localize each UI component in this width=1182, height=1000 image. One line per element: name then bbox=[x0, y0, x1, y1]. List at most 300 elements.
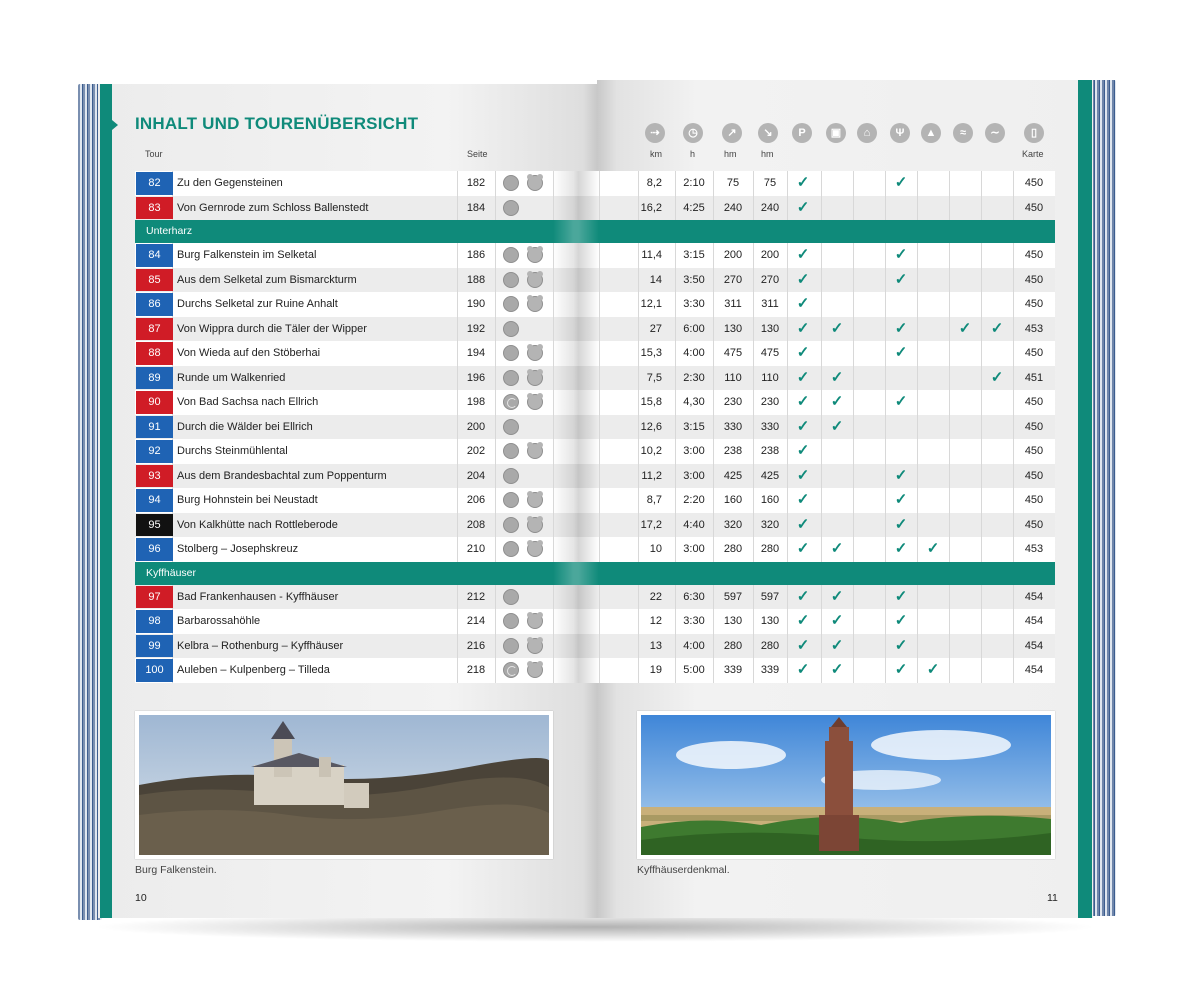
column-divider bbox=[917, 196, 918, 221]
column-divider bbox=[949, 585, 950, 610]
tour-number: 83 bbox=[136, 197, 173, 220]
column-divider bbox=[599, 268, 600, 293]
column-divider bbox=[981, 415, 982, 440]
kids-bear-icon bbox=[527, 296, 543, 312]
distance-km: 12,6 bbox=[640, 420, 662, 433]
column-divider bbox=[599, 415, 600, 440]
column-divider bbox=[981, 488, 982, 513]
check-icon: ✓ bbox=[796, 491, 810, 508]
column-divider bbox=[821, 341, 822, 366]
check-icon: ✓ bbox=[796, 246, 810, 263]
check-icon: ✓ bbox=[796, 270, 810, 288]
column-divider bbox=[981, 390, 982, 415]
difficulty-icon bbox=[503, 200, 519, 216]
kids-bear-icon bbox=[527, 517, 543, 533]
check-icon: ✓ bbox=[830, 661, 844, 678]
column-divider bbox=[495, 488, 496, 513]
check-icon: ✓ bbox=[796, 417, 810, 435]
tour-name: Kelbra – Rothenburg – Kyffhäuser bbox=[177, 639, 344, 652]
distance-km: 7,5 bbox=[646, 371, 662, 384]
photo-kyffhaeuserdenkmal bbox=[637, 711, 1055, 859]
descent-hm: 130 bbox=[760, 615, 780, 627]
table-row[interactable] bbox=[135, 658, 1055, 683]
page-ref: 208 bbox=[466, 518, 486, 531]
column-divider bbox=[981, 292, 982, 317]
column-divider bbox=[853, 513, 854, 538]
gutter-shade bbox=[553, 464, 599, 489]
check-icon: ✓ bbox=[796, 612, 810, 629]
column-divider bbox=[949, 634, 950, 659]
distance-km: 27 bbox=[649, 322, 662, 335]
check-icon: ✓ bbox=[894, 515, 908, 533]
column-divider bbox=[917, 488, 918, 513]
descent-hm: 597 bbox=[760, 590, 780, 603]
column-divider bbox=[981, 609, 982, 634]
descent-hm: 240 bbox=[760, 201, 780, 214]
tour-number: 94 bbox=[136, 489, 173, 512]
difficulty-icon bbox=[503, 638, 519, 654]
duration-h: 4:00 bbox=[683, 639, 705, 652]
page-ref: 216 bbox=[466, 639, 486, 652]
tour-name: Durchs Steinmühlental bbox=[177, 445, 288, 457]
tour-number: 85 bbox=[136, 269, 173, 292]
tour-name: Durch die Wälder bei Ellrich bbox=[177, 420, 313, 433]
kids-bear-icon bbox=[527, 443, 543, 459]
kids-bear-icon bbox=[527, 247, 543, 263]
kids-bear-icon bbox=[527, 613, 543, 629]
difficulty-icon bbox=[503, 419, 519, 435]
column-divider bbox=[917, 513, 918, 538]
check-icon: ✓ bbox=[830, 587, 844, 605]
ascent-hm: 240 bbox=[723, 201, 743, 214]
column-divider bbox=[495, 658, 496, 683]
column-divider bbox=[949, 488, 950, 513]
difficulty-icon bbox=[503, 345, 519, 361]
check-icon: ✓ bbox=[796, 368, 810, 386]
column-divider bbox=[853, 341, 854, 366]
column-divider bbox=[853, 243, 854, 268]
column-divider bbox=[599, 292, 600, 317]
column-divider bbox=[853, 609, 854, 634]
column-divider bbox=[949, 341, 950, 366]
gutter-shade bbox=[553, 171, 599, 196]
column-divider bbox=[853, 634, 854, 659]
duration-h: 3:00 bbox=[683, 445, 705, 457]
map-ref: 450 bbox=[1024, 518, 1044, 531]
ascent-hm: 160 bbox=[723, 494, 743, 506]
check-icon: ✓ bbox=[894, 246, 908, 263]
ascent-hm: 238 bbox=[723, 445, 743, 457]
check-icon: ✓ bbox=[894, 612, 908, 629]
table-row[interactable] bbox=[135, 415, 1055, 440]
table-row[interactable] bbox=[135, 171, 1055, 196]
tour-name: Durchs Selketal zur Ruine Anhalt bbox=[177, 298, 338, 310]
tour-name: Zu den Gegensteinen bbox=[177, 177, 283, 189]
check-icon: ✓ bbox=[796, 393, 810, 410]
tour-number: 89 bbox=[136, 367, 173, 390]
gutter-shade bbox=[553, 585, 599, 610]
descent-hm: 280 bbox=[760, 639, 780, 652]
map-ref: 454 bbox=[1024, 590, 1044, 603]
table-row[interactable] bbox=[135, 390, 1055, 415]
column-divider bbox=[821, 292, 822, 317]
difficulty-icon bbox=[503, 370, 519, 386]
column-divider bbox=[981, 513, 982, 538]
section-header bbox=[135, 220, 1055, 243]
column-divider bbox=[981, 196, 982, 221]
column-divider bbox=[495, 243, 496, 268]
check-icon: ✓ bbox=[796, 198, 810, 216]
cable-car-icon: ⌂ bbox=[857, 123, 877, 143]
duration-h: 5:00 bbox=[683, 664, 705, 676]
page-ref: 184 bbox=[466, 201, 486, 214]
table-row[interactable] bbox=[135, 243, 1055, 268]
check-icon: ✓ bbox=[796, 540, 810, 557]
table-row[interactable] bbox=[135, 439, 1055, 464]
ascent-hm: 475 bbox=[723, 347, 743, 359]
column-divider bbox=[495, 464, 496, 489]
duration-h: 4:25 bbox=[683, 201, 705, 214]
tour-name: Von Gernrode zum Schloss Ballenstedt bbox=[177, 201, 369, 214]
check-icon: ✓ bbox=[796, 344, 810, 361]
page-ref: 212 bbox=[466, 590, 486, 603]
kids-bear-icon bbox=[527, 370, 543, 386]
header-hm-down: hm bbox=[761, 149, 774, 159]
page-ref: 218 bbox=[466, 664, 486, 676]
parking-icon: P bbox=[792, 123, 812, 143]
distance-km: 19 bbox=[649, 664, 662, 676]
kids-bear-icon bbox=[527, 345, 543, 361]
tour-name: Burg Hohnstein bei Neustadt bbox=[177, 494, 318, 506]
page-ref: 206 bbox=[466, 494, 486, 506]
header-seite: Seite bbox=[467, 149, 488, 159]
ascent-hm: 320 bbox=[723, 518, 743, 531]
map-ref: 450 bbox=[1024, 494, 1044, 506]
column-divider bbox=[821, 488, 822, 513]
column-divider bbox=[495, 585, 496, 610]
duration-h: 2:20 bbox=[683, 494, 705, 506]
page-ref: 200 bbox=[466, 420, 486, 433]
tour-number: 82 bbox=[136, 172, 173, 195]
check-icon: ✓ bbox=[830, 636, 844, 654]
table-row[interactable] bbox=[135, 634, 1055, 659]
column-divider bbox=[495, 634, 496, 659]
table-row[interactable] bbox=[135, 464, 1055, 489]
column-divider bbox=[949, 390, 950, 415]
tour-number: 84 bbox=[136, 244, 173, 267]
column-divider bbox=[853, 292, 854, 317]
summit-icon: ▲ bbox=[921, 123, 941, 143]
duration-h: 3:15 bbox=[683, 420, 705, 433]
distance-km: 22 bbox=[649, 590, 662, 603]
check-icon: ✓ bbox=[894, 661, 908, 678]
map-ref: 450 bbox=[1024, 201, 1044, 214]
header-km: km bbox=[650, 149, 662, 159]
check-icon: ✓ bbox=[894, 319, 908, 337]
gutter-shade bbox=[553, 658, 599, 683]
column-divider bbox=[599, 366, 600, 391]
gutter-shade bbox=[553, 537, 599, 562]
tour-number: 95 bbox=[136, 514, 173, 537]
column-divider bbox=[949, 366, 950, 391]
map-ref: 454 bbox=[1024, 615, 1044, 627]
check-icon: ✓ bbox=[796, 442, 810, 459]
column-divider bbox=[495, 439, 496, 464]
signpost-icon: ⇢ bbox=[645, 123, 665, 143]
check-icon: ✓ bbox=[894, 270, 908, 288]
column-divider bbox=[949, 268, 950, 293]
column-divider bbox=[495, 292, 496, 317]
gutter-shade bbox=[553, 268, 599, 293]
ascent-hm: 280 bbox=[723, 543, 743, 555]
kids-bear-icon bbox=[527, 638, 543, 654]
difficulty-icon bbox=[503, 272, 519, 288]
column-divider bbox=[495, 415, 496, 440]
column-divider bbox=[599, 196, 600, 221]
distance-km: 17,2 bbox=[640, 518, 662, 531]
gutter-shade bbox=[553, 488, 599, 513]
distance-km: 12,1 bbox=[640, 298, 662, 310]
descent-hm: 110 bbox=[761, 371, 779, 384]
ascent-hm: 75 bbox=[726, 177, 740, 189]
table-row[interactable] bbox=[135, 366, 1055, 391]
difficulty-icon bbox=[503, 175, 519, 191]
tour-number: 100 bbox=[136, 659, 173, 682]
tour-number: 88 bbox=[136, 342, 173, 365]
column-divider bbox=[599, 513, 600, 538]
page-ref: 210 bbox=[466, 543, 486, 555]
column-divider bbox=[885, 292, 886, 317]
column-divider bbox=[599, 317, 600, 342]
tour-name: Von Wippra durch die Täler der Wipper bbox=[177, 322, 367, 335]
table-row[interactable] bbox=[135, 317, 1055, 342]
check-icon: ✓ bbox=[894, 587, 908, 605]
map-ref: 450 bbox=[1024, 420, 1044, 433]
check-icon: ✓ bbox=[830, 393, 844, 410]
column-divider bbox=[981, 585, 982, 610]
gutter-shade bbox=[553, 341, 599, 366]
check-icon: ✓ bbox=[796, 587, 810, 605]
column-divider bbox=[917, 634, 918, 659]
table-row[interactable] bbox=[135, 537, 1055, 562]
table-row[interactable] bbox=[135, 292, 1055, 317]
ascent-icon: ↗ bbox=[722, 123, 742, 143]
column-divider bbox=[917, 439, 918, 464]
column-divider bbox=[949, 415, 950, 440]
map-ref: 450 bbox=[1024, 273, 1044, 286]
column-divider bbox=[853, 658, 854, 683]
duration-h: 3:00 bbox=[683, 543, 705, 555]
check-icon: ✓ bbox=[796, 295, 810, 312]
duration-h: 4:40 bbox=[683, 518, 705, 531]
table-row[interactable] bbox=[135, 609, 1055, 634]
column-divider bbox=[853, 171, 854, 196]
check-icon: ✓ bbox=[796, 319, 810, 337]
column-divider bbox=[981, 341, 982, 366]
column-divider bbox=[917, 415, 918, 440]
ascent-hm: 280 bbox=[723, 639, 743, 652]
column-divider bbox=[949, 464, 950, 489]
column-divider bbox=[599, 171, 600, 196]
page-ref: 198 bbox=[466, 396, 486, 408]
page-ref: 194 bbox=[466, 347, 486, 359]
column-divider bbox=[917, 268, 918, 293]
column-divider bbox=[949, 243, 950, 268]
descent-icon: ↘ bbox=[758, 123, 778, 143]
column-divider bbox=[495, 513, 496, 538]
page-number-left: 10 bbox=[135, 892, 147, 904]
duration-h: 2:10 bbox=[683, 177, 705, 189]
page-ref: 204 bbox=[466, 469, 486, 482]
check-icon: ✓ bbox=[990, 368, 1004, 386]
tour-number: 91 bbox=[136, 416, 173, 439]
table-row[interactable] bbox=[135, 268, 1055, 293]
column-divider bbox=[917, 366, 918, 391]
distance-km: 8,7 bbox=[646, 494, 662, 506]
ascent-hm: 311 bbox=[724, 298, 742, 310]
tour-number: 90 bbox=[136, 391, 173, 414]
column-divider bbox=[495, 390, 496, 415]
column-divider bbox=[949, 513, 950, 538]
distance-km: 13 bbox=[649, 639, 662, 652]
column-divider bbox=[599, 464, 600, 489]
descent-hm: 160 bbox=[760, 494, 780, 506]
descent-hm: 311 bbox=[761, 298, 779, 310]
table-row[interactable] bbox=[135, 513, 1055, 538]
tour-name: Runde um Walkenried bbox=[177, 371, 286, 384]
tour-table bbox=[135, 171, 1055, 683]
gutter-shade bbox=[553, 390, 599, 415]
column-divider bbox=[599, 537, 600, 562]
map-ref: 453 bbox=[1024, 543, 1044, 555]
column-divider bbox=[917, 341, 918, 366]
distance-km: 15,3 bbox=[640, 347, 662, 359]
column-divider bbox=[917, 585, 918, 610]
column-divider bbox=[981, 658, 982, 683]
tour-name: Von Bad Sachsa nach Ellrich bbox=[177, 396, 319, 408]
column-divider bbox=[821, 439, 822, 464]
map-ref: 453 bbox=[1024, 322, 1044, 335]
difficulty-icon bbox=[503, 247, 519, 263]
kids-bear-icon bbox=[527, 662, 543, 678]
check-icon: ✓ bbox=[958, 319, 972, 337]
column-divider bbox=[853, 439, 854, 464]
check-icon: ✓ bbox=[830, 540, 844, 557]
descent-hm: 200 bbox=[760, 249, 780, 261]
tour-number: 86 bbox=[136, 293, 173, 316]
column-divider bbox=[949, 658, 950, 683]
gutter-shade bbox=[553, 415, 599, 440]
column-divider bbox=[949, 171, 950, 196]
descent-hm: 339 bbox=[760, 664, 780, 676]
column-divider bbox=[853, 390, 854, 415]
ascent-hm: 270 bbox=[723, 273, 743, 286]
difficulty-icon bbox=[503, 541, 519, 557]
column-divider bbox=[495, 366, 496, 391]
map-ref: 450 bbox=[1024, 298, 1044, 310]
column-divider bbox=[853, 196, 854, 221]
column-divider bbox=[949, 292, 950, 317]
column-divider bbox=[599, 439, 600, 464]
header-tour: Tour bbox=[145, 149, 163, 159]
duration-h: 3:50 bbox=[683, 273, 705, 286]
ascent-hm: 130 bbox=[723, 322, 743, 335]
page-ref: 190 bbox=[466, 298, 486, 310]
column-divider bbox=[885, 415, 886, 440]
tour-name: Aus dem Brandesbachtal zum Poppenturm bbox=[177, 469, 387, 482]
tour-name: Auleben – Kulpenberg – Tilleda bbox=[177, 664, 330, 676]
check-icon: ✓ bbox=[894, 636, 908, 654]
ascent-hm: 110 bbox=[724, 371, 742, 384]
column-divider bbox=[599, 658, 600, 683]
column-divider bbox=[885, 439, 886, 464]
duration-h: 4,30 bbox=[683, 396, 705, 408]
column-divider bbox=[599, 390, 600, 415]
kids-bear-icon bbox=[527, 272, 543, 288]
check-icon: ✓ bbox=[796, 515, 810, 533]
check-icon: ✓ bbox=[926, 540, 940, 557]
column-divider bbox=[853, 488, 854, 513]
header-karte: Karte bbox=[1022, 149, 1044, 159]
gutter-shade bbox=[553, 196, 599, 221]
difficulty-icon bbox=[503, 613, 519, 629]
right-color-band bbox=[1078, 80, 1092, 918]
map-ref: 450 bbox=[1024, 249, 1044, 261]
column-divider bbox=[981, 464, 982, 489]
column-divider bbox=[495, 171, 496, 196]
kids-bear-icon bbox=[527, 541, 543, 557]
page-ref: 188 bbox=[466, 273, 486, 286]
check-icon: ✓ bbox=[796, 466, 810, 484]
check-icon: ✓ bbox=[894, 174, 908, 191]
difficulty-icon bbox=[503, 296, 519, 312]
tour-number: 97 bbox=[136, 586, 173, 609]
map-icon: ▯ bbox=[1024, 123, 1044, 143]
column-divider bbox=[981, 171, 982, 196]
column-divider bbox=[981, 537, 982, 562]
table-row[interactable] bbox=[135, 585, 1055, 610]
column-divider bbox=[495, 196, 496, 221]
map-ref: 450 bbox=[1024, 396, 1044, 408]
column-divider bbox=[949, 537, 950, 562]
check-icon: ✓ bbox=[894, 491, 908, 508]
check-icon: ✓ bbox=[894, 466, 908, 484]
descent-hm: 330 bbox=[760, 420, 780, 433]
column-divider bbox=[495, 537, 496, 562]
difficulty-spiral-icon bbox=[503, 394, 519, 410]
check-icon: ✓ bbox=[796, 636, 810, 654]
column-divider bbox=[949, 609, 950, 634]
column-divider bbox=[495, 341, 496, 366]
check-icon: ✓ bbox=[830, 417, 844, 435]
column-divider bbox=[885, 366, 886, 391]
duration-h: 6:00 bbox=[683, 322, 705, 335]
ascent-hm: 130 bbox=[723, 615, 743, 627]
page-ref: 186 bbox=[466, 249, 486, 261]
tour-number: 93 bbox=[136, 465, 173, 488]
column-divider bbox=[495, 268, 496, 293]
section-label: Unterharz bbox=[146, 225, 193, 237]
header-hm-up: hm bbox=[724, 149, 737, 159]
table-row[interactable] bbox=[135, 341, 1055, 366]
check-icon: ✓ bbox=[830, 612, 844, 629]
duration-h: 2:30 bbox=[683, 371, 705, 384]
column-divider bbox=[853, 317, 854, 342]
table-row[interactable] bbox=[135, 196, 1055, 221]
table-row[interactable] bbox=[135, 488, 1055, 513]
column-divider bbox=[821, 196, 822, 221]
column-divider bbox=[981, 243, 982, 268]
